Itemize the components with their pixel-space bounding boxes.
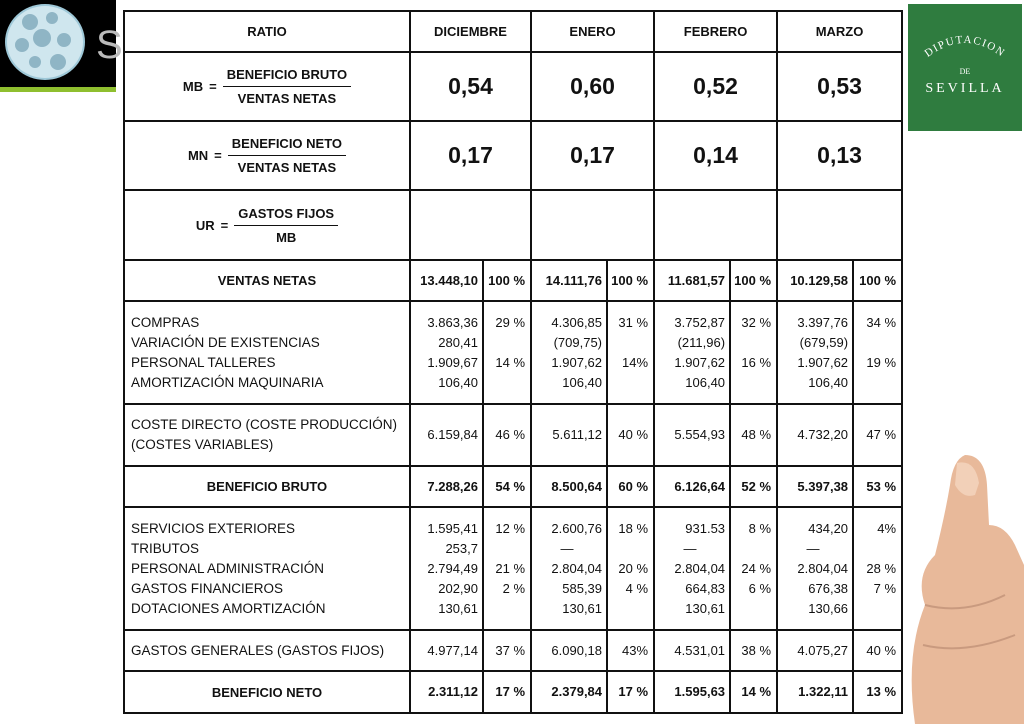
percent-cell: 29 % [495,314,526,330]
value-cell: 3.752,87 [674,314,726,330]
logo-accent-bar [0,87,116,92]
percent-cell: 7 % [873,580,897,596]
value-cell: — [560,540,574,556]
financial-ratio-table [123,10,903,714]
row-labels [124,507,410,630]
formula-equals: = [220,217,229,233]
percent-cell: 53 % [853,466,902,507]
header-ratio: RATIO [124,11,410,52]
percent-cell: 14 % [495,354,526,370]
percent-cell [608,539,648,559]
logo-bubbles-icon [0,0,123,92]
percent-cell: 16 % [741,354,772,370]
value-cell: 7.288,26 [410,466,483,507]
percent-cell [608,373,648,393]
value-cell: (709,75) [553,334,603,350]
formula-numerator: BENEFICIO BRUTO [223,67,351,87]
ratio-value: 0,53 [777,52,902,121]
percent-stack [607,301,654,404]
percent-cell: 43% [607,630,654,671]
percent-stack [483,507,531,630]
row-label: VARIACIÓN DE EXISTENCIAS [131,334,320,350]
empty-cell [654,190,777,260]
value-cell: 106,40 [562,374,603,390]
row-label: TRIBUTOS [131,540,200,556]
value-stack [777,301,853,404]
value-cell: 1.909,67 [427,354,478,370]
value-cell: 4.306,85 [551,314,603,330]
percent-cell: 48 % [730,404,777,466]
row-label: GASTOS FINANCIEROS [131,580,284,596]
empty-cell [531,190,654,260]
value-cell: 130,61 [685,600,726,616]
logo-letter: S [96,23,123,67]
ratio-value: 0,52 [654,52,777,121]
value-cell: 1.907,62 [797,354,849,370]
percent-cell: 40 % [853,630,902,671]
value-stack [654,301,730,404]
percent-cell [731,333,771,353]
value-cell: 4.531,01 [654,630,730,671]
percent-cell: 13 % [853,671,902,713]
percent-cell [854,333,896,353]
formula-lhs: UR [195,217,215,233]
row-label: (COSTES VARIABLES) [131,437,274,452]
percent-cell [731,539,771,559]
value-cell: 2.804,04 [674,560,726,576]
value-cell: 2.804,04 [797,560,849,576]
percent-cell: 60 % [607,466,654,507]
value-cell: 11.681,57 [654,260,730,301]
percent-cell [484,599,525,619]
formula-numerator: BENEFICIO NETO [228,136,346,156]
percent-cell: 100 % [730,260,777,301]
ratio-value: 0,14 [654,121,777,190]
percent-cell: 100 % [853,260,902,301]
value-cell: 3.863,36 [427,314,478,330]
percent-stack [853,507,902,630]
row-compras-group [124,301,902,404]
row-label: BENEFICIO NETO [124,671,410,713]
row-labels [124,301,410,404]
thumbs-up-hand-image [905,455,1024,724]
value-stack [410,301,483,404]
percent-cell: 100 % [483,260,531,301]
logo-sevilla-text: SEVILLA [925,81,1005,96]
percent-cell: 31 % [618,314,649,330]
value-cell: 1.322,11 [777,671,853,713]
percent-cell: 38 % [730,630,777,671]
logo-de-text: DE [959,67,971,76]
header-row [124,11,902,52]
value-cell: 4.075,27 [777,630,853,671]
value-cell: 3.397,76 [797,314,849,330]
formula-denominator: MB [276,229,297,245]
empty-cell [777,190,902,260]
value-cell: 5.611,12 [531,404,607,466]
percent-cell [484,373,525,393]
value-cell: 5.554,93 [654,404,730,466]
row-label: GASTOS GENERALES (GASTOS FIJOS) [124,630,410,671]
diputacion-sevilla-logo [908,4,1022,131]
formula-equals: = [214,148,222,163]
percent-cell: 19 % [866,354,897,370]
row-label: AMORTIZACIÓN MAQUINARIA [131,374,324,390]
percent-cell: 21 % [495,560,526,576]
value-cell: 676,38 [808,580,849,596]
formula-denominator: VENTAS NETAS [237,91,337,106]
percent-cell [854,599,896,619]
percent-cell: 2 % [502,580,526,596]
formula-mn [124,121,410,190]
row-coste-directo [124,404,902,466]
value-stack [654,507,730,630]
value-cell: 2.794,49 [427,560,478,576]
value-cell: 13.448,10 [410,260,483,301]
value-stack [410,507,483,630]
percent-cell: 100 % [607,260,654,301]
value-cell: 2.379,84 [531,671,607,713]
percent-stack [730,301,777,404]
value-cell: 1.595,63 [654,671,730,713]
row-label: COMPRAS [131,314,200,330]
percent-cell: 17 % [483,671,531,713]
row-label: PERSONAL ADMINISTRACIÓN [131,560,325,576]
percent-cell: 17 % [607,671,654,713]
row-label: COSTE DIRECTO (COSTE PRODUCCIÓN) [131,417,398,432]
value-cell: 1.907,62 [551,354,603,370]
value-cell: 5.397,38 [777,466,853,507]
value-cell: 2.311,12 [410,671,483,713]
percent-cell: 20 % [618,560,649,576]
value-cell: 106,40 [438,374,478,390]
value-cell: 202,90 [438,580,478,596]
value-cell: (679,59) [799,334,849,350]
value-cell: 1.595,41 [427,520,478,536]
percent-cell: 8 % [748,520,772,536]
ratio-row-ur [124,190,902,260]
value-cell: 280,41 [438,334,478,350]
percent-stack [483,301,531,404]
ratio-value: 0,17 [531,121,654,190]
percent-cell: 14 % [730,671,777,713]
percent-cell: 28 % [866,560,897,576]
value-cell: 6.126,64 [654,466,730,507]
value-cell: 434,20 [808,520,849,536]
percent-cell: 18 % [618,520,649,536]
header-month-febrero: FEBRERO [654,11,777,52]
value-cell: 253,7 [445,540,478,556]
row-label: DOTACIONES AMORTIZACIÓN [131,600,326,616]
row-label: VENTAS NETAS [124,260,410,301]
value-cell: 106,40 [685,374,726,390]
value-cell: 130,66 [808,600,849,616]
ratio-row-mn [124,121,902,190]
value-cell: 664,83 [685,580,726,596]
percent-cell: 4 % [625,580,649,596]
value-cell: 1.907,62 [674,354,726,370]
percent-stack [853,301,902,404]
value-cell: 2.804,04 [551,560,603,576]
percent-cell [731,599,771,619]
value-cell: 4.977,14 [410,630,483,671]
formula-numerator: GASTOS FIJOS [234,206,338,226]
percent-cell [608,599,648,619]
row-label: PERSONAL TALLERES [131,354,276,370]
value-cell: 6.090,18 [531,630,607,671]
ratio-value: 0,54 [410,52,531,121]
formula-lhs: MN [187,148,209,163]
header-month-diciembre: DICIEMBRE [410,11,531,52]
value-cell: (211,96) [677,334,726,350]
value-cell: 931.53 [685,520,726,536]
ratio-value: 0,13 [777,121,902,190]
ratio-row-mb [124,52,902,121]
value-cell: 130,61 [562,600,603,616]
percent-cell [608,333,648,353]
left-logo [0,0,123,92]
logo-diputacion-text: DIPUTACION [922,33,1008,60]
value-cell: 4.732,20 [777,404,853,466]
value-cell: 106,40 [808,374,849,390]
percent-cell: 37 % [483,630,531,671]
value-cell: — [683,540,697,556]
percent-cell [484,539,525,559]
percent-cell: 52 % [730,466,777,507]
row-gastos-generales [124,630,902,671]
percent-cell: 14% [622,354,649,370]
value-stack [531,301,607,404]
percent-cell: 34 % [866,314,897,330]
percent-cell: 12 % [495,520,526,536]
percent-cell: 54 % [483,466,531,507]
row-servicios-group [124,507,902,630]
formula-equals: = [209,79,217,94]
percent-cell: 32 % [741,314,772,330]
percent-stack [730,507,777,630]
header-month-enero: ENERO [531,11,654,52]
value-cell: — [806,540,820,556]
svg-text:DIPUTACION [923,34,1008,60]
value-cell: 585,39 [562,580,603,596]
header-month-marzo: MARZO [777,11,902,52]
row-beneficio-neto [124,671,902,713]
percent-cell: 46 % [483,404,531,466]
value-cell: 2.600,76 [551,520,603,536]
ratio-value: 0,60 [531,52,654,121]
value-cell: 130,61 [438,600,478,616]
percent-cell: 47 % [853,404,902,466]
row-ventas-netas [124,260,902,301]
row-label: SERVICIOS EXTERIORES [131,520,296,536]
value-cell: 8.500,64 [531,466,607,507]
percent-cell: 24 % [741,560,772,576]
value-cell: 14.111,76 [531,260,607,301]
empty-cell [410,190,531,260]
percent-cell [731,373,771,393]
formula-lhs: MB [182,79,204,94]
value-stack [531,507,607,630]
percent-cell: 6 % [748,580,772,596]
row-labels [124,404,410,466]
percent-cell: 4% [877,520,897,536]
formula-denominator: VENTAS NETAS [237,160,337,175]
percent-stack [607,507,654,630]
formula-mb [124,52,410,121]
value-cell: 10.129,58 [777,260,853,301]
percent-cell [484,333,525,353]
percent-cell [854,539,896,559]
value-cell: 6.159,84 [410,404,483,466]
value-stack [777,507,853,630]
row-label: BENEFICIO BRUTO [124,466,410,507]
ratio-value: 0,17 [410,121,531,190]
row-beneficio-bruto [124,466,902,507]
percent-cell [854,373,896,393]
percent-cell: 40 % [607,404,654,466]
formula-ur [124,190,410,260]
